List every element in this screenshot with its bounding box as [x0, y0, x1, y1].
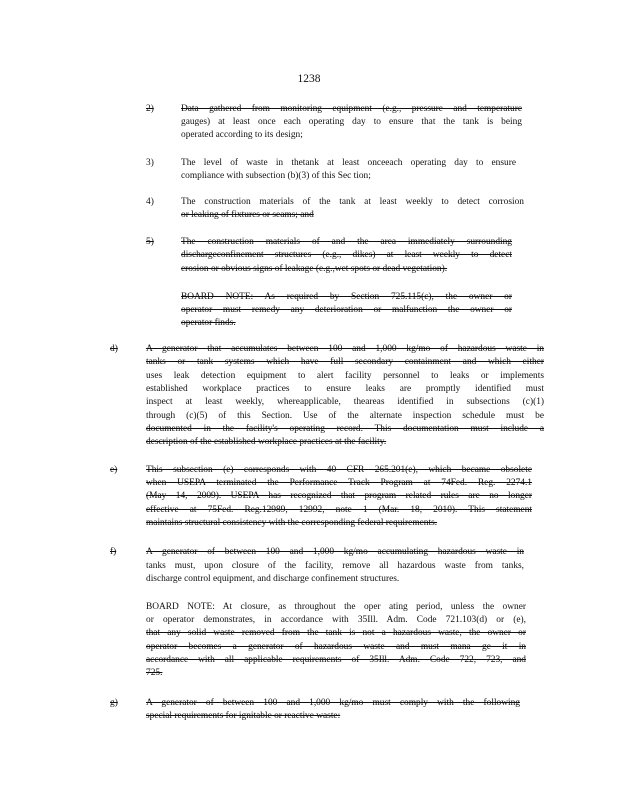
item-label: 3)	[146, 158, 154, 168]
text-line: operator must remedy any deterioration or malfunction the owner or	[181, 305, 512, 315]
text-line: gauges) at least once each operating day to ensure that the tank is being	[181, 117, 522, 127]
item-label: 4)	[146, 197, 154, 207]
item-label: f)	[110, 547, 117, 557]
text-line: The level of waste in thetank at least onceeach operating day to ensure	[181, 158, 516, 168]
text-line: (May 14, 2009). USEPA has recognized that program related rules are no longer	[146, 491, 532, 501]
item-label: 5)	[146, 237, 154, 247]
text-line: or operator demonstrates, in accordance with 35Ill. Adm. Code 721.103(d) or (e),	[146, 615, 526, 625]
text-line: Data gathered from monitoring equipment (e.g., pressure and temperature	[181, 104, 522, 114]
text-line: operator finds.	[181, 318, 236, 328]
item-label: d)	[110, 344, 118, 354]
text-line: accordance with all applicable requirements of 35Ill. Adm. Code 722, 723, and	[146, 655, 526, 665]
text-line: or leaking of fixtures or seams; and	[181, 210, 314, 220]
text-line: erosion or obvious signs of leakage (e.g.,wet spots or dead vegetation).	[181, 264, 448, 274]
text-line: discharge control equipment, and discharge confinement structures.	[146, 574, 400, 584]
text-line: A generator that accumulates between 100 and 1,000 kg/mo of hazardous waste in	[146, 344, 544, 354]
text-line: A generator of between 100 and 1,000 kg/mo accumulating hazardous waste in	[146, 547, 524, 557]
text-line: when USEPA terminated the Performance Track Program at 74Fed. Reg. 2274.1	[146, 478, 532, 488]
text-line: inspect at least weekly, whereapplicable, theareas identified in subsections (c)(1)	[146, 397, 544, 407]
text-line: special requirements for ignitable or reactive waste:	[146, 711, 341, 721]
text-line: The construction materials of and the area immediately surrounding	[181, 237, 512, 247]
item-label: g)	[110, 698, 118, 708]
text-line: description of the established workplace practices at the facility.	[146, 437, 387, 447]
text-line: 725.	[146, 668, 163, 678]
text-line: uses leak detection equipment to alert facility personnel to leaks or implements	[146, 371, 544, 381]
text-line: through (c)(5) of this Section. Use of the alternate inspection schedule must be	[146, 411, 544, 421]
item-label: 2)	[146, 104, 154, 114]
text-line: that any solid waste removed from the tank is not a hazardous waste, the owner or	[146, 628, 526, 638]
text-line: operated according to its design;	[181, 130, 303, 140]
text-line: operator becomes a generator of hazardous waste and must mana ge it in	[146, 642, 526, 652]
text-line: dischargeconfinement structures (e.g., dikes) at least weekly to detect	[181, 250, 512, 260]
text-line: established workplace practices to ensure leaks are promptly identified must	[146, 384, 544, 394]
text-line: maintains structural consistency with the corresponding federal requirements.	[146, 518, 438, 528]
text-line: tanks or tank systems which have full secondary containment and which either	[146, 357, 544, 367]
text-line: documented in the facility's operating record. This documentation must include a	[146, 424, 544, 434]
text-line: This subsection (e) corresponds with 40 CFR 265.201(e), which became obsolete	[146, 465, 532, 475]
text-line: BOARD NOTE: As required by Section 725.115(c), the owner or	[181, 292, 512, 302]
text-line: effective at 75Fed. Reg.12989, 12992, note 1 (Mar. 18, 2010). This statement	[146, 505, 532, 515]
text-line: BOARD NOTE: At closure, as throughout the oper ating period, unless the owner	[146, 602, 526, 612]
text-line: tanks must, upon closure of the facility, remove all hazardous waste from tanks,	[146, 561, 524, 571]
text-line: The construction materials of the tank at least weekly to detect corrosion	[181, 197, 524, 207]
page-number: 1238	[297, 73, 321, 85]
text-line: A generator of between 100 and 1,000 kg/mo must comply with the following	[146, 698, 520, 708]
item-label: e)	[110, 465, 118, 475]
text-line: compliance with subsection (b)(3) of this Sec tion;	[181, 171, 371, 181]
